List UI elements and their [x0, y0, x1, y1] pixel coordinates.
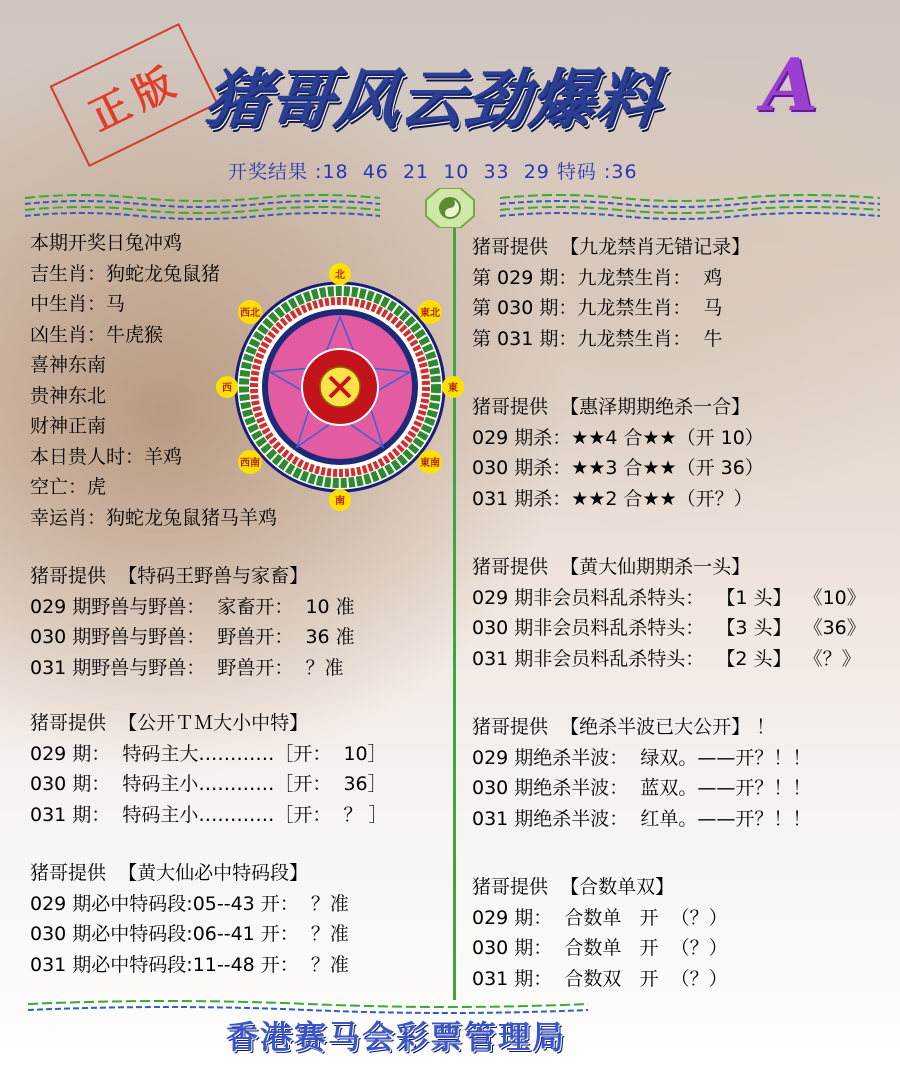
section-heading: 猪哥提供 【特码王野兽与家畜】 [30, 565, 309, 587]
section-line: 031 期非会员料乱杀特头： 【2 头】 《？》 [472, 647, 861, 670]
section-line: 030 期杀：★★3 合★★（开 36） [472, 457, 764, 479]
section-line: 029 期非会员料乱杀特头： 【1 头】 《10》 [472, 586, 866, 609]
section-line: 030 期： 特码主小…………［开： 36］ [30, 773, 387, 795]
left-section-number-range [30, 858, 349, 980]
section-line: 第 030 期：九龙禁生肖： 马 [472, 297, 723, 319]
info-line: 中生肖：马 [30, 293, 126, 315]
left-section-tm-size [30, 708, 388, 830]
section-heading: 猪哥提供 【公开ＴＭ大小中特】 [30, 712, 309, 734]
section-line: 029 期杀：★★4 合★★（开 10） [472, 426, 764, 449]
info-line: 财神正南 [30, 415, 107, 437]
compass-label-ne: 東北 [420, 308, 440, 319]
section-heading: 猪哥提供 【黄大仙必中特码段】 [30, 862, 309, 884]
section-line: 031 期： 特码主小…………［开： ？ ］ [30, 803, 388, 826]
left-section-wild-domestic [30, 561, 355, 683]
wave-divider [0, 188, 900, 228]
compass-label-s: 南 [335, 496, 345, 507]
info-line: 空亡：虎 [30, 476, 107, 498]
section-line: 030 期必中特码段:06--41 开： ？准 [30, 923, 349, 945]
right-section-kill-head [472, 552, 866, 674]
section-line: 第 029 期：九龙禁生肖： 鸡 [472, 266, 723, 289]
section-line: 029 期野兽与野兽： 家畜开： 10 准 [30, 595, 355, 618]
info-line: 本日贵人时：羊鸡 [30, 445, 183, 468]
section-heading: 猪哥提供 【九龙禁肖无错记录】 [472, 236, 751, 258]
compass-wheel [215, 262, 465, 512]
page-title: 猪哥风云劲爆料 [200, 62, 664, 137]
section-line: 030 期野兽与野兽： 野兽开： 36 准 [30, 626, 355, 648]
right-wave-lines [500, 195, 880, 219]
stamp-label: 正版 [81, 55, 189, 140]
info-line: 凶生肖：牛虎猴 [30, 323, 164, 346]
section-line: 031 期绝杀半波： 红单。——开？！！ [472, 807, 812, 830]
section-line: 029 期绝杀半波： 绿双。——开？！！ [472, 746, 812, 769]
right-section-half-wave [472, 712, 811, 834]
section-heading: 猪哥提供 【绝杀半波已大公开】 ！ [472, 716, 776, 738]
compass-label-n: 北 [335, 270, 345, 281]
compass-label-w: 西 [222, 383, 232, 394]
section-line: 第 031 期：九龙禁生肖： 牛 [472, 327, 723, 350]
section-heading: 猪哥提供 【惠泽期期绝杀一合】 [472, 396, 751, 418]
compass-label-e: 東 [448, 383, 458, 394]
compass-label-sw: 西南 [240, 458, 260, 469]
section-heading: 猪哥提供 【黄大仙期期杀一头】 [472, 556, 751, 578]
section-line: 029 期： 特码主大…………［开： 10］ [30, 742, 387, 765]
section-line: 031 期杀：★★2 合★★（开？） [472, 487, 753, 510]
info-line: 吉生肖：狗蛇龙兔鼠猪 [30, 262, 221, 285]
section-line: 030 期绝杀半波： 蓝双。——开？！！ [472, 777, 812, 799]
bagua-emblem-icon [426, 188, 474, 228]
footer-publisher: 香港赛马会彩票管理局 [226, 1018, 567, 1056]
right-section-odd-even [472, 872, 728, 994]
info-line: 贵神东北 [30, 384, 107, 407]
right-section-kill-combo [472, 392, 764, 514]
section-line: 030 期： 合数单 开 （？） [472, 937, 728, 959]
edition-badge: A [762, 42, 818, 127]
compass-label-se: 東南 [420, 458, 440, 469]
compass-label-nw: 西北 [240, 308, 260, 319]
section-line: 031 期野兽与野兽： 野兽开： ？准 [30, 656, 344, 679]
section-line: 029 期必中特码段:05--43 开： ？准 [30, 892, 349, 915]
section-line: 031 期必中特码段:11--48 开： ？准 [30, 953, 349, 976]
draw-result: 开奖结果 :18 46 21 10 33 29 特码 :36 [228, 161, 638, 183]
section-heading: 猪哥提供 【合数单双】 [472, 876, 675, 898]
section-line: 030 期非会员料乱杀特头： 【3 头】 《36》 [472, 617, 866, 639]
section-line: 029 期： 合数单 开 （？） [472, 906, 728, 929]
section-line: 031 期： 合数双 开 （？） [472, 967, 728, 990]
left-wave-lines [25, 195, 380, 219]
genuine-stamp [50, 23, 219, 167]
info-line: 幸运肖：狗蛇龙兔鼠猪马羊鸡 [30, 506, 278, 529]
info-line: 喜神东南 [30, 354, 107, 376]
info-line: 本期开奖日兔冲鸡 [30, 232, 183, 254]
right-section-nine-dragon [472, 232, 750, 354]
